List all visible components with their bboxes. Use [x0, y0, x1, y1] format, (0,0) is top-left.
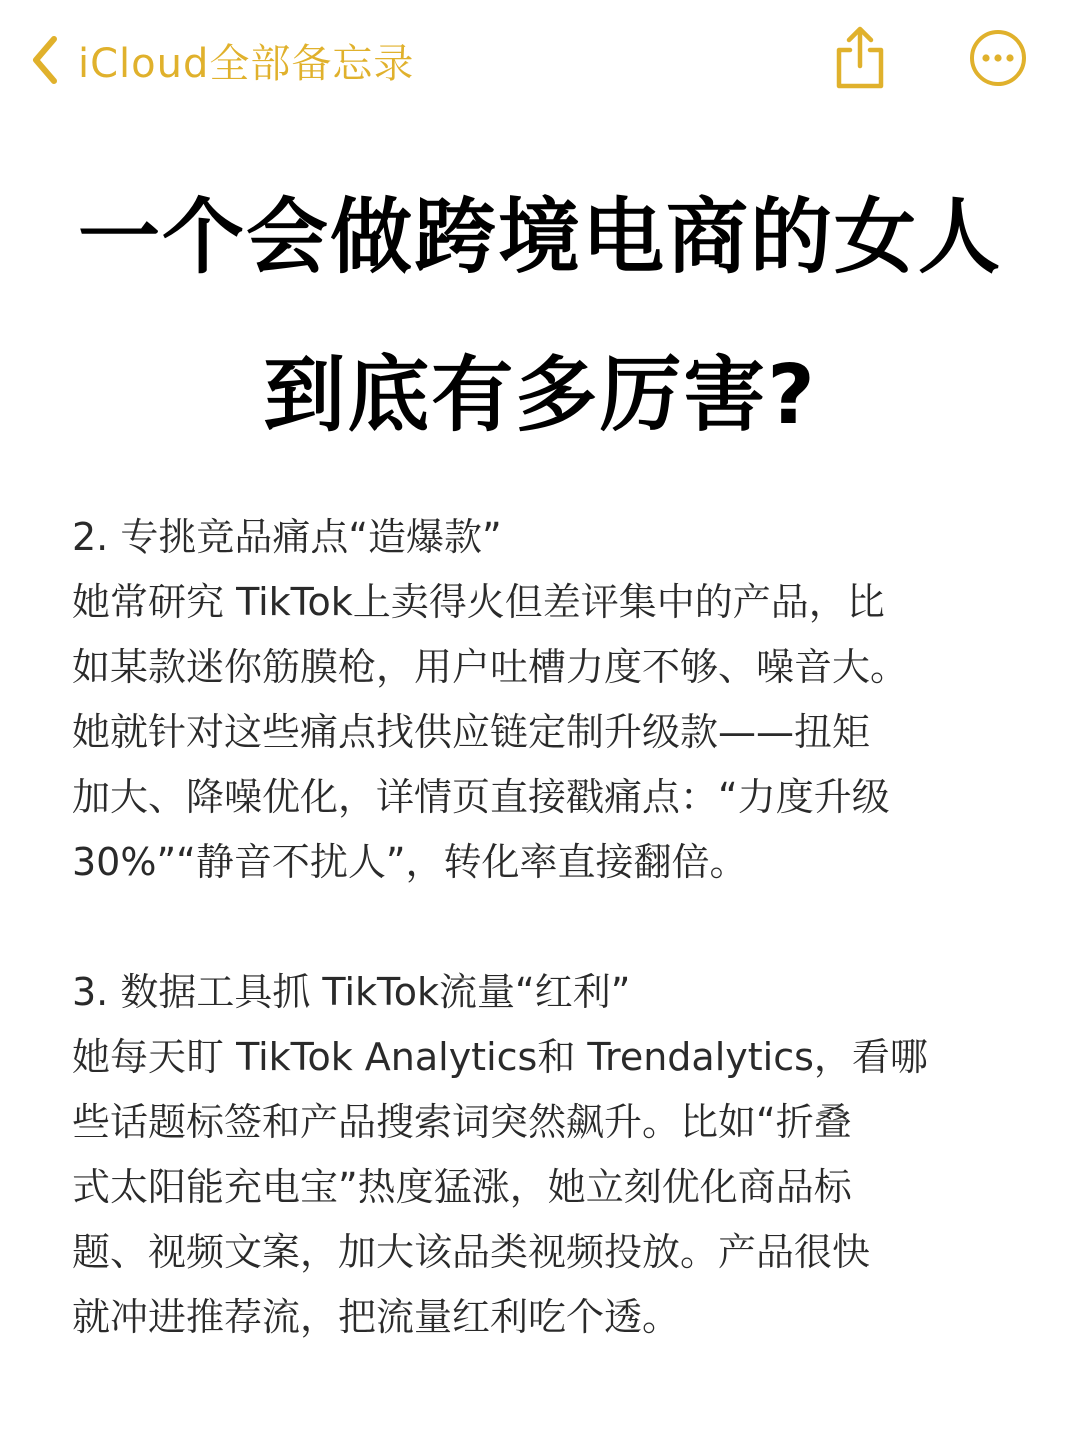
paragraph-gap [72, 895, 1022, 960]
section-2 [72, 505, 1022, 895]
body-line: 式太阳能充电宝”热度猛涨，她立刻优化商品标 [72, 1165, 852, 1209]
section-heading: 2. 专挑竞品痛点“造爆款” [72, 515, 502, 559]
body-line: 些话题标签和产品搜索词突然飙升。比如“折叠 [72, 1100, 852, 1144]
note-title-line-2: 到底有多厉害? [263, 348, 817, 443]
body-line: 她常研究 TikTok上卖得火但差评集中的产品，比 [72, 580, 885, 624]
body-line: 如某款迷你筋膜枪，用户吐槽力度不够、噪音大。 [72, 645, 909, 689]
body-line: 她每天盯 TikTok Analytics和 Trendalytics，看哪 [72, 1035, 928, 1079]
section-3 [72, 960, 1022, 1350]
ellipsis-circle-icon [969, 29, 1027, 91]
more-button[interactable] [966, 28, 1030, 92]
body-line: 题、视频文案，加大该品类视频投放。产品很快 [72, 1230, 871, 1274]
body-line: 30%”“静音不扰人”，转化率直接翻倍。 [72, 840, 748, 884]
back-button[interactable] [30, 30, 414, 90]
body-line: 就冲进推荐流，把流量红利吃个透。 [72, 1295, 681, 1339]
back-label: iCloud全部备忘录 [78, 40, 415, 87]
section-heading: 3. 数据工具抓 TikTok流量“红利” [72, 970, 631, 1014]
share-icon [833, 26, 887, 94]
share-button[interactable] [828, 28, 892, 92]
navigation-bar [0, 0, 1080, 120]
body-line: 加大、降噪优化，详情页直接戳痛点：“力度升级 [72, 775, 890, 819]
note-title-line-1: 一个会做跨境电商的女人 [77, 190, 1002, 285]
chevron-left-icon [30, 35, 60, 85]
note-body[interactable] [72, 505, 1022, 1350]
body-line: 她就针对这些痛点找供应链定制升级款——扭矩 [72, 710, 871, 754]
